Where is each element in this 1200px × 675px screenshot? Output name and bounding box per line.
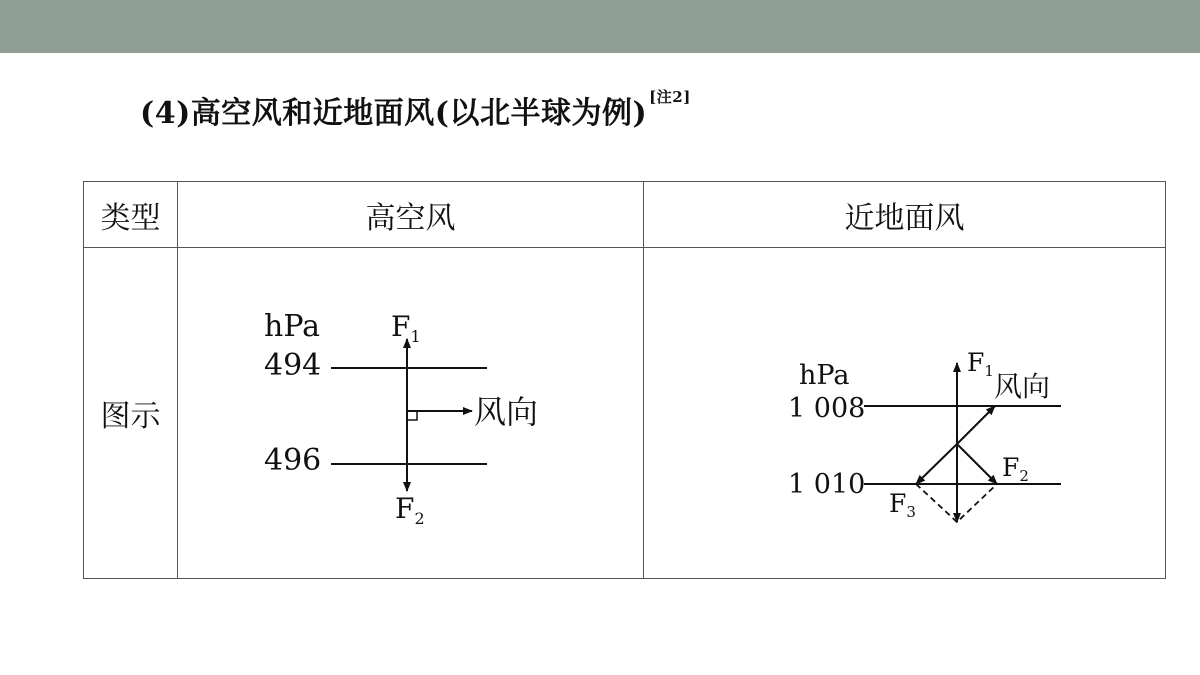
right-angle-mark [407,411,417,420]
surface-f1-label: $F_1$ [967,348,994,380]
note-marker: [注2] [649,88,691,106]
top-banner [0,0,1200,53]
diagram-row [84,248,1166,579]
upper-wind-label: 风向 [474,393,539,431]
upper-isobar-bottom-label: 496 [264,443,322,478]
surface-wind-label: 风向 [994,370,1051,403]
force-f3-arrow [916,444,957,484]
heading-text: (4)高空风和近地面风(以北半球为例) [140,96,648,131]
section-heading [140,88,691,132]
table-header-row [84,182,1166,248]
upper-unit-label: hPa [264,309,321,344]
header-type: 类型 [84,182,178,248]
header-surface-wind: 近地面风 [644,182,1166,248]
surface-wind-cell [644,248,1166,579]
surface-isobar-bottom-label: 1 010 [788,469,866,500]
upper-f1-label: $F_1$ [391,310,421,346]
header-upper-wind: 高空风 [178,182,644,248]
surface-wind-arrow [957,406,995,444]
row-label-diagram: 图示 [84,248,178,579]
upper-wind-diagram [178,248,641,578]
surface-f2-label: $F_2$ [1002,453,1029,485]
force-f2-arrow [957,444,997,484]
surface-isobar-top-label: 1 008 [788,393,866,424]
wind-comparison-table [83,181,1166,579]
surface-wind-diagram [644,248,1163,578]
surface-unit-label: hPa [799,360,850,391]
upper-f2-label: $F_2$ [395,492,425,528]
upper-isobar-top-label: 494 [264,348,322,383]
upper-wind-cell [178,248,644,579]
surface-f3-label: $F_3$ [889,489,916,521]
